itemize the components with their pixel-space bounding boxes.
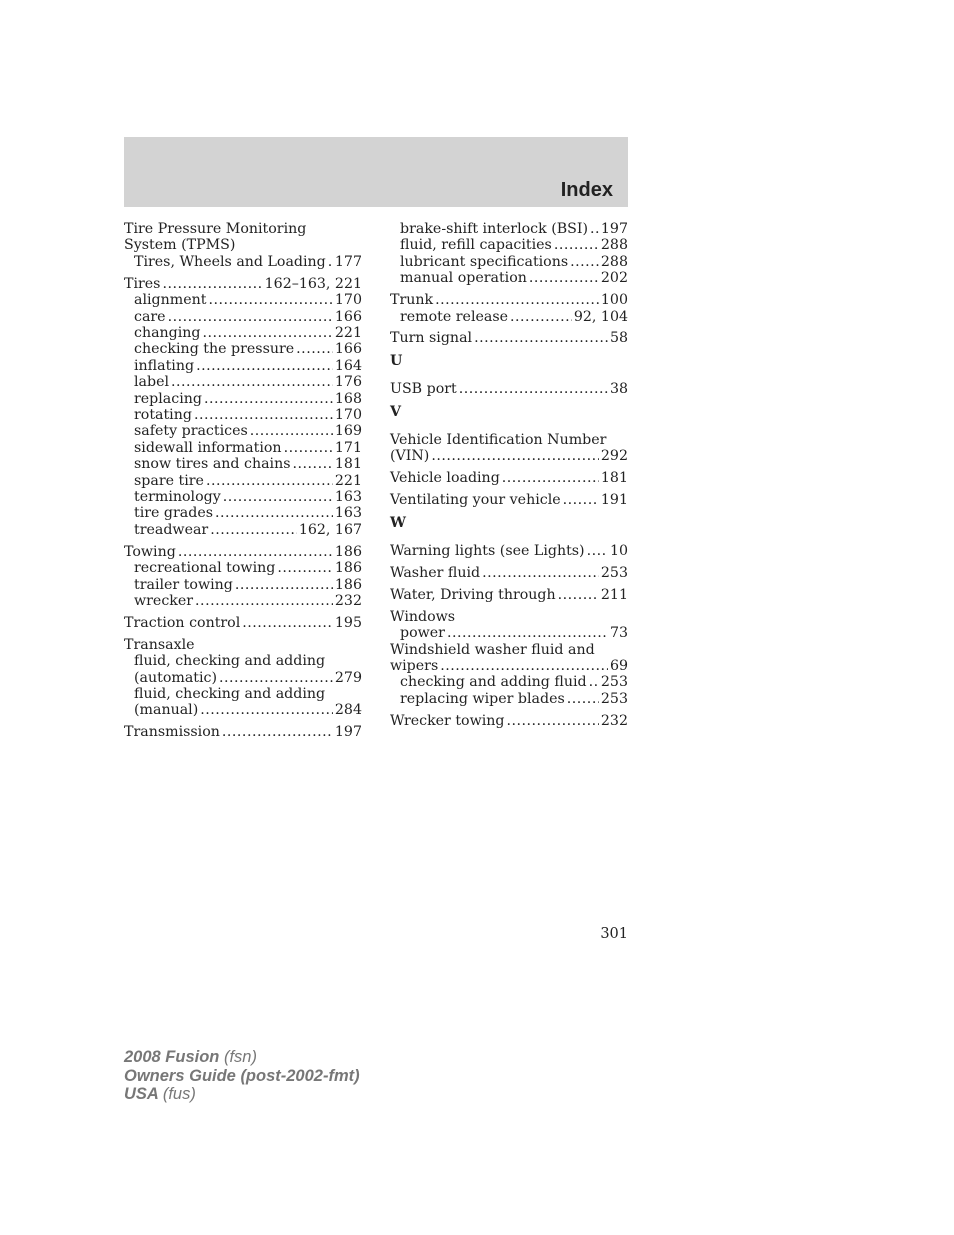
index-entry [124, 670, 362, 686]
entry-label: Vehicle loading [390, 470, 500, 487]
entry-label: Turn signal [390, 330, 473, 347]
entry-page: 10 [609, 543, 628, 560]
entry-page: 292 [600, 448, 628, 465]
index-entry [124, 577, 362, 593]
index-entry [124, 440, 362, 456]
index-entry [124, 407, 362, 423]
dot-leader [162, 276, 262, 292]
entry-label: label [134, 374, 170, 391]
index-entry [390, 448, 628, 464]
dot-leader [563, 492, 599, 508]
index-heading: fluid, checking and adding [134, 685, 326, 702]
index-entry [390, 565, 628, 581]
index-entry [390, 330, 628, 346]
dot-leader [204, 391, 333, 407]
dot-leader [589, 674, 599, 690]
entry-page: 232 [600, 712, 628, 729]
entry-page: 197 [334, 724, 362, 741]
entry-label: Traction control [124, 614, 241, 631]
entry-label: Tires [124, 275, 161, 292]
header-band [124, 137, 628, 207]
entry-page: 166 [334, 308, 362, 325]
entry-label: manual operation [400, 270, 527, 287]
entry-label: recreational towing [134, 560, 276, 577]
index-entry [124, 391, 362, 407]
footer-model: 2008 Fusion [124, 1048, 220, 1066]
entry-page: 186 [334, 543, 362, 560]
page-title: Index [560, 179, 613, 201]
footer-region: USA [124, 1085, 159, 1103]
entry-page: 221 [334, 324, 362, 341]
dot-leader [215, 505, 333, 521]
entry-page: 163 [334, 505, 362, 522]
entry-label: (automatic) [134, 669, 218, 686]
entry-label: Towing [124, 543, 176, 560]
entry-label: snow tires and chains [134, 456, 291, 473]
index-entry [390, 237, 628, 253]
dot-leader [195, 593, 333, 609]
entry-page: 162, 167 [298, 521, 362, 538]
entry-label: Warning lights (see Lights) [390, 543, 585, 560]
entry-page: 69 [609, 658, 628, 675]
dot-leader [590, 221, 599, 237]
entry-page: 164 [334, 357, 362, 374]
index-heading: Windows [390, 608, 456, 625]
index-entry [390, 270, 628, 286]
dot-leader [219, 670, 333, 686]
entry-label: checking the pressure [134, 341, 295, 358]
dot-leader [435, 292, 599, 308]
dot-leader [529, 270, 599, 286]
entry-label: alignment [134, 292, 207, 309]
entry-label: (VIN) [390, 448, 430, 465]
index-entry [390, 254, 628, 270]
dot-leader [507, 713, 599, 729]
entry-label: USB port [390, 381, 457, 398]
index-heading: Windshield washer fluid and [390, 641, 595, 658]
dot-leader [223, 489, 333, 505]
index-entry [390, 492, 628, 508]
entry-label: brake-shift interlock (BSI) [400, 221, 589, 237]
footer [124, 1048, 360, 1104]
entry-page: 177 [334, 253, 362, 270]
dot-leader [250, 423, 333, 439]
entry-page: 211 [600, 586, 628, 603]
entry-page: 176 [334, 374, 362, 391]
entry-page: 253 [600, 690, 628, 707]
index-entry [124, 505, 362, 521]
dot-leader [440, 658, 608, 674]
dot-leader [171, 374, 333, 390]
entry-label: lubricant specifications [400, 253, 569, 270]
index-entry [124, 473, 362, 489]
index-heading: System (TPMS) [124, 237, 236, 254]
index-entry [124, 358, 362, 374]
dot-leader [242, 615, 333, 631]
entry-page: 288 [600, 237, 628, 254]
index-entry [124, 423, 362, 439]
entry-page: 168 [334, 390, 362, 407]
entry-page: 73 [609, 625, 628, 642]
dot-leader [222, 724, 333, 740]
entry-page: 38 [609, 381, 628, 398]
entry-label: safety practices [134, 423, 248, 440]
index-entry [124, 325, 362, 341]
dot-leader [567, 691, 599, 707]
index-entry [124, 254, 362, 270]
entry-label: replacing [134, 390, 202, 407]
dot-leader [554, 237, 599, 253]
index-entry [390, 309, 628, 325]
dot-leader [200, 702, 333, 718]
entry-page: 92, 104 [573, 308, 628, 325]
dot-leader [235, 577, 333, 593]
index-entry [124, 341, 362, 357]
entry-page: 186 [334, 560, 362, 577]
index-entry [390, 381, 628, 397]
entry-label: spare tire [134, 472, 204, 489]
entry-page: 195 [334, 614, 362, 631]
entry-page: 253 [600, 565, 628, 581]
footer-model-code: (fsn) [223, 1048, 257, 1066]
index-entry [124, 560, 362, 576]
entry-label: treadwear [134, 521, 209, 538]
entry-label: remote release [400, 308, 509, 325]
entry-label: trailer towing [134, 576, 233, 593]
footer-line-3 [124, 1085, 360, 1104]
dot-leader [431, 448, 599, 464]
entry-page: 279 [334, 669, 362, 686]
dot-leader [502, 470, 599, 486]
dot-leader [208, 292, 332, 308]
index-column-left [124, 221, 362, 741]
section-letter: W [390, 514, 406, 531]
index-heading: Transaxle [124, 636, 195, 653]
entry-page: 191 [600, 492, 628, 509]
dot-leader [328, 254, 333, 270]
index-entry [124, 309, 362, 325]
dot-leader [447, 625, 608, 641]
footer-line-2: Owners Guide (post-2002-fmt) [124, 1066, 360, 1085]
entry-label: fluid, refill capacities [400, 237, 552, 254]
index-heading: fluid, checking and adding [134, 653, 326, 670]
entry-page: 171 [334, 439, 362, 456]
entry-label: inflating [134, 357, 195, 374]
index-entry [390, 587, 628, 603]
dot-leader [210, 522, 297, 538]
index-entry [124, 374, 362, 390]
dot-leader [293, 456, 333, 472]
footer-line-1 [124, 1048, 360, 1067]
index-entry [124, 702, 362, 718]
dot-leader [474, 330, 608, 346]
entry-page: 100 [600, 292, 628, 309]
section-letter: U [390, 352, 403, 369]
entry-label: wrecker [134, 592, 194, 609]
entry-page: 170 [334, 292, 362, 309]
index-entry [124, 276, 362, 292]
dot-leader [178, 544, 333, 560]
entry-page: 202 [600, 270, 628, 287]
dot-leader [206, 473, 333, 489]
index-entry [124, 522, 362, 538]
entry-label: Ventilating your vehicle [390, 492, 561, 509]
footer-region-code: (fus) [162, 1085, 196, 1103]
entry-label: Wrecker towing [390, 712, 505, 729]
entry-page: 166 [334, 341, 362, 358]
index-entry [390, 625, 628, 641]
index-entry [124, 615, 362, 631]
entry-page: 170 [334, 406, 362, 423]
entry-label: power [400, 625, 445, 642]
dot-leader [587, 543, 608, 559]
entry-label: Water, Driving through [390, 586, 556, 603]
index-entry [124, 489, 362, 505]
dot-leader [203, 325, 333, 341]
entry-page: 186 [334, 576, 362, 593]
entry-page: 181 [334, 456, 362, 473]
entry-label: care [134, 308, 166, 325]
dot-leader [284, 440, 333, 456]
dot-leader [482, 565, 599, 581]
index-heading: Vehicle Identification Number [390, 432, 607, 449]
entry-page: 181 [600, 470, 628, 487]
index-entry [390, 674, 628, 690]
entry-page: 284 [334, 702, 362, 719]
entry-label: changing [134, 324, 201, 341]
entry-label: Washer fluid [390, 565, 481, 581]
entry-label: Trunk [390, 292, 434, 309]
entry-page: 253 [600, 674, 628, 691]
dot-leader [296, 341, 333, 357]
dot-leader [168, 309, 333, 325]
index-entry [390, 543, 628, 559]
entry-page: 288 [600, 253, 628, 270]
index-heading: Tire Pressure Monitoring [124, 221, 307, 237]
entry-label: Tires, Wheels and Loading [134, 253, 326, 270]
index-entry [124, 724, 362, 740]
entry-label: wipers [390, 658, 439, 675]
index-entry [390, 658, 628, 674]
entry-label: sidewall information [134, 439, 282, 456]
entry-page: 58 [609, 330, 628, 347]
entry-label: terminology [134, 489, 221, 505]
dot-leader [194, 407, 333, 423]
entry-page: 197 [600, 221, 628, 237]
dot-leader [196, 358, 333, 374]
index-entry [390, 292, 628, 308]
dot-leader [277, 560, 333, 576]
dot-leader [510, 309, 572, 325]
entry-label: (manual) [134, 702, 199, 719]
dot-leader [570, 254, 599, 270]
entry-label: rotating [134, 406, 192, 423]
index-entry [390, 691, 628, 707]
index-entry [124, 456, 362, 472]
index-entry [390, 713, 628, 729]
dot-leader [558, 587, 599, 603]
dot-leader [459, 381, 608, 397]
index-entry [124, 544, 362, 560]
index-entry [124, 292, 362, 308]
page-number: 301 [600, 926, 628, 942]
entry-page: 169 [334, 423, 362, 440]
entry-label: Transmission [124, 724, 220, 741]
entry-page: 163 [334, 489, 362, 505]
entry-label: tire grades [134, 505, 214, 522]
entry-label: checking and adding fluid [400, 674, 587, 691]
entry-page: 221 [334, 472, 362, 489]
entry-page: 232 [334, 592, 362, 609]
index-entry [124, 593, 362, 609]
entry-label: replacing wiper blades [400, 690, 565, 707]
section-letter: V [390, 403, 402, 420]
entry-page: 162–163, 221 [264, 275, 362, 292]
index-entry [390, 470, 628, 486]
index-column-right [390, 221, 628, 729]
index-entry [390, 221, 628, 237]
